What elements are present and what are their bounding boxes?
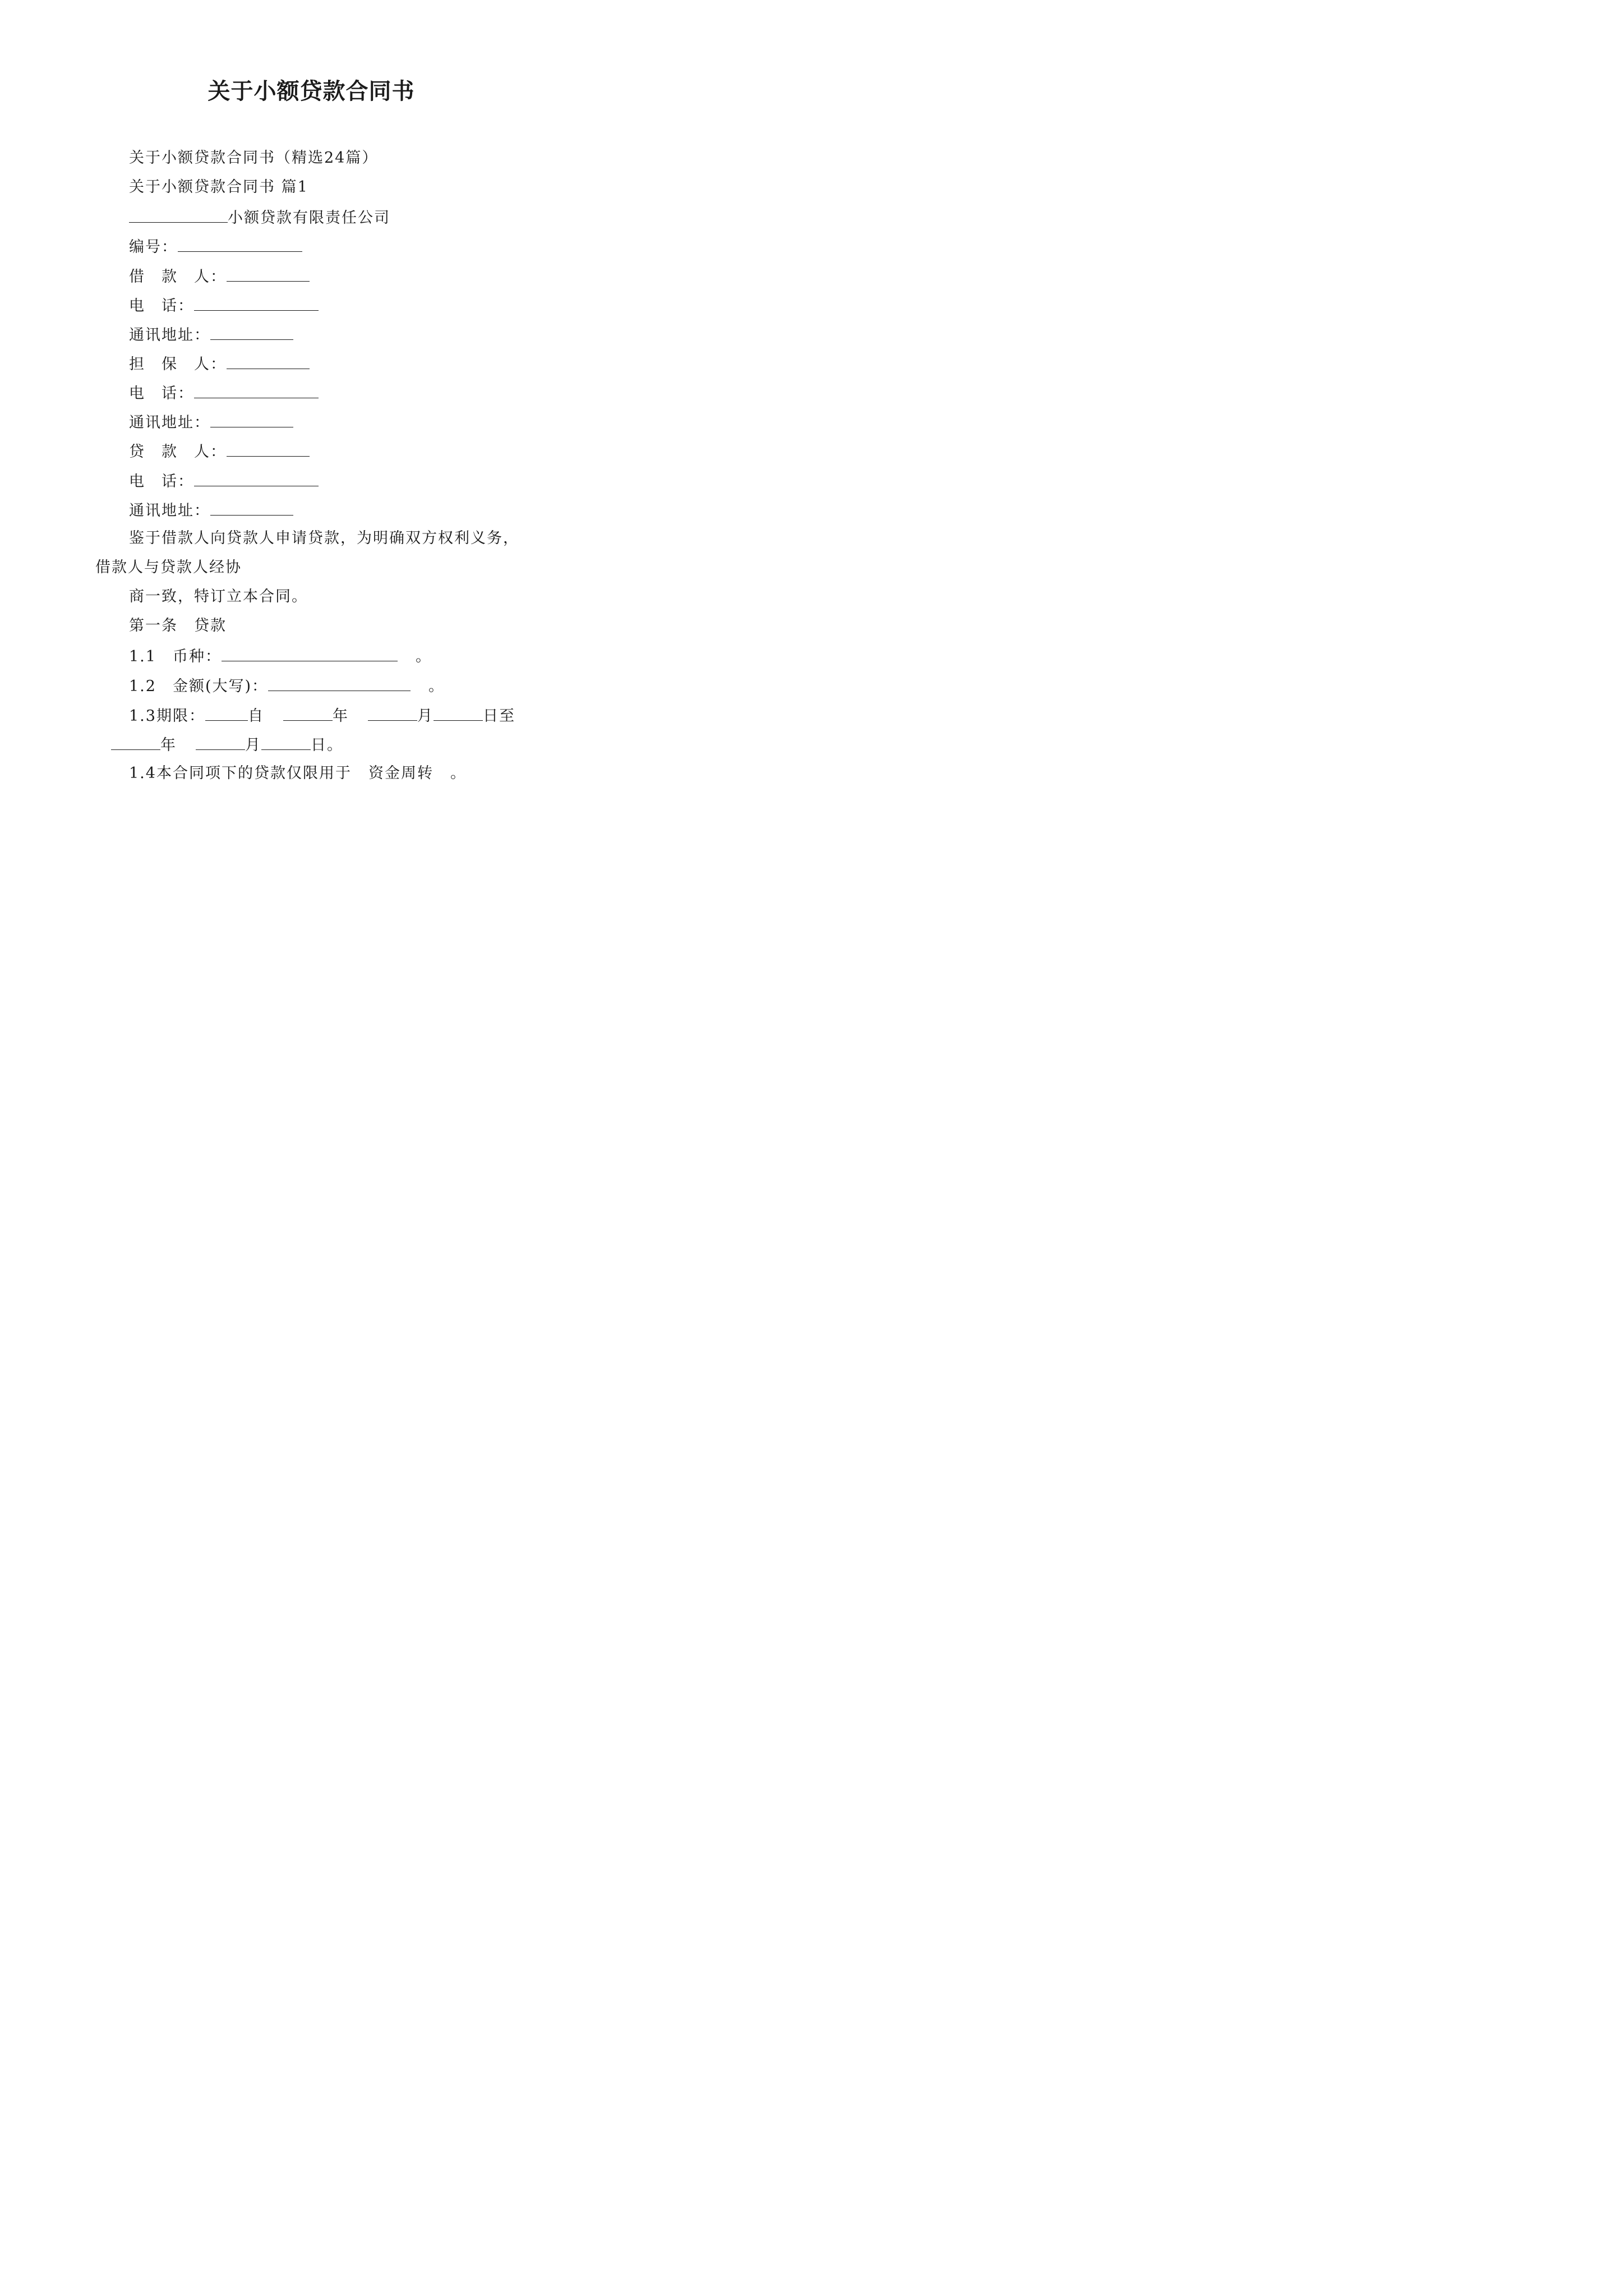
currency-blank xyxy=(222,645,398,661)
document-subtitle: 关于小额贷款合同书（精选24篇） xyxy=(129,149,379,167)
phone-blank-2 xyxy=(194,382,319,398)
loan-purpose: 资金周转 xyxy=(368,765,434,782)
term-from: 自 xyxy=(247,707,264,725)
clause-1-4-end: 。 xyxy=(450,765,467,782)
preamble-line-1: 鉴于借款人向贷款人申请贷款，为明确双方权利义务， xyxy=(129,530,519,547)
lender-blank xyxy=(227,440,310,457)
clause-1-2-label: 1.2 金额(大写)： xyxy=(129,678,269,695)
term-blank-day xyxy=(434,705,483,721)
address-label-1: 通讯地址： xyxy=(129,326,210,344)
preamble-line-2: 借款人与贷款人经协 xyxy=(95,559,242,576)
clause-1-3-continued xyxy=(111,734,343,756)
term-day-end: 日。 xyxy=(311,737,343,754)
term-blank-year xyxy=(283,705,333,721)
section-heading: 关于小额贷款合同书 篇1 xyxy=(129,178,308,196)
phone-blank-3 xyxy=(194,470,319,486)
clause-1-4-text: 1.4本合同项下的贷款仅限用于 xyxy=(129,765,352,782)
address-field-3 xyxy=(129,499,293,521)
amount-blank xyxy=(268,675,411,691)
guarantor-field xyxy=(129,353,310,375)
company-suffix: 小额贷款有限责任公司 xyxy=(228,209,390,227)
term-year: 年 xyxy=(332,707,349,725)
phone-label-1: 电 话： xyxy=(129,297,194,315)
address-blank-1 xyxy=(210,324,293,340)
lender-label: 贷 款 人： xyxy=(129,443,227,461)
borrower-label: 借 款 人： xyxy=(129,268,227,286)
phone-label-3: 电 话： xyxy=(129,473,194,490)
clause-1-1-end: 。 xyxy=(415,648,432,665)
term-blank-day-2 xyxy=(261,734,311,750)
address-blank-2 xyxy=(210,411,293,427)
borrower-field xyxy=(129,265,310,287)
clause-1-4 xyxy=(129,763,467,784)
address-field-2 xyxy=(129,411,293,433)
term-blank-month xyxy=(368,705,417,721)
lender-field xyxy=(129,440,310,462)
phone-field-3 xyxy=(129,470,319,492)
number-field xyxy=(129,236,302,257)
phone-field-2 xyxy=(129,382,319,404)
clause-1-2-end: 。 xyxy=(428,678,445,695)
company-name-blank xyxy=(129,206,228,223)
number-blank xyxy=(178,236,302,252)
company-line xyxy=(129,206,390,228)
guarantor-label: 担 保 人： xyxy=(129,356,227,373)
phone-blank-1 xyxy=(194,295,319,311)
clause-1-2 xyxy=(129,675,445,697)
clause-1-3-label: 1.3期限： xyxy=(129,707,205,725)
address-label-2: 通讯地址： xyxy=(129,414,210,431)
term-blank-month-2 xyxy=(196,734,245,750)
term-month: 月 xyxy=(417,707,434,725)
number-label: 编号： xyxy=(129,238,178,256)
guarantor-blank xyxy=(227,353,310,369)
document-page xyxy=(0,0,623,881)
clause-1-1 xyxy=(129,645,432,667)
clause-1-3 xyxy=(129,705,515,726)
clause-1-1-label: 1.1 币种： xyxy=(129,648,222,665)
term-day-to: 日至 xyxy=(482,707,515,725)
borrower-blank xyxy=(227,265,310,282)
term-year-2: 年 xyxy=(160,737,177,754)
article-1-heading: 第一条 贷款 xyxy=(129,617,227,634)
address-blank-3 xyxy=(210,499,293,516)
phone-label-2: 电 话： xyxy=(129,385,194,402)
address-field-1 xyxy=(129,324,293,346)
term-month-2: 月 xyxy=(245,737,261,754)
address-label-3: 通讯地址： xyxy=(129,502,210,519)
document-title: 关于小额贷款合同书 xyxy=(208,78,415,104)
term-blank-year-2 xyxy=(111,734,160,750)
phone-field-1 xyxy=(129,295,319,316)
term-blank-1 xyxy=(205,705,248,721)
preamble-line-3: 商一致，特订立本合同。 xyxy=(129,588,308,605)
